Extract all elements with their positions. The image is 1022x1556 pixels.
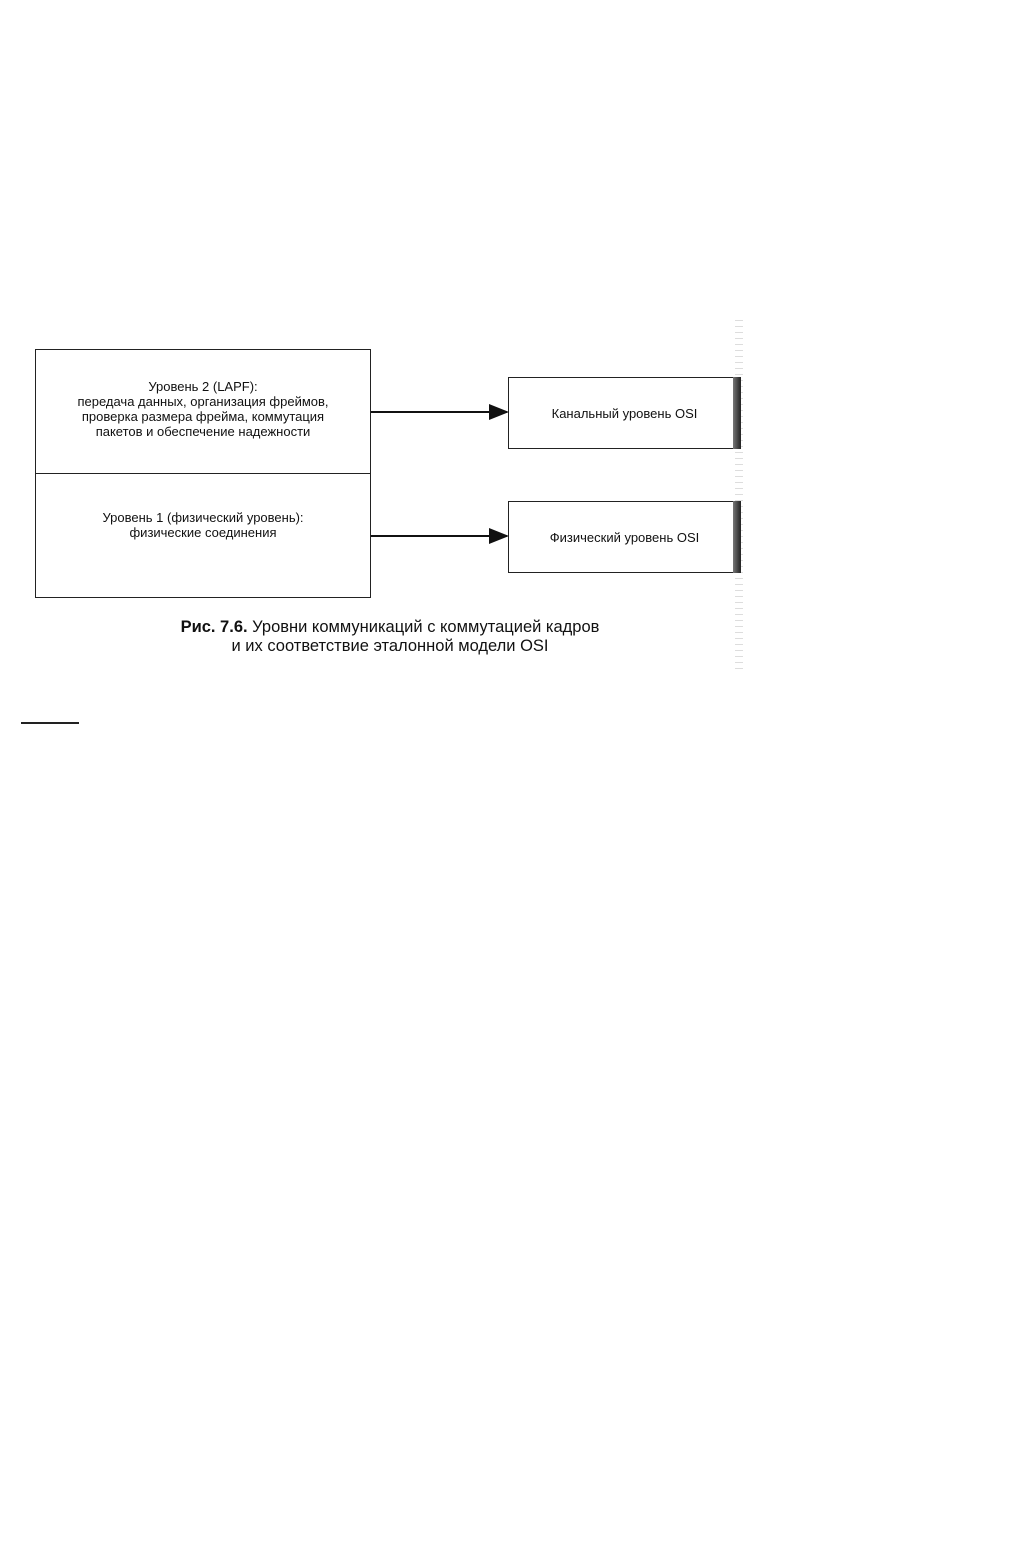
footnote-rule	[21, 722, 79, 724]
level2-line-2: проверка размера фрейма, коммутация	[81, 409, 325, 424]
caption-title: Уровни коммуникаций с коммутацией кадров	[247, 618, 600, 636]
figure-label: Рис. 7.6.	[180, 618, 248, 636]
figure-caption	[100, 618, 680, 656]
level2-title: Уровень 2 (LAPF):	[148, 379, 258, 394]
osi-data-link-label: Канальный уровень OSI	[551, 405, 698, 421]
level2-line-3: пакетов и обеспечение надежности	[95, 424, 311, 439]
level2-line-1: передача данных, организация фреймов,	[77, 394, 329, 409]
level1-line-1: физические соединения	[129, 525, 277, 540]
caption-line-1	[100, 618, 680, 637]
level1-title: Уровень 1 (физический уровень):	[102, 510, 304, 525]
caption-line-2: и их соответствие эталонной модели OSI	[231, 637, 549, 655]
osi-physical-label: Физический уровень OSI	[549, 529, 700, 545]
